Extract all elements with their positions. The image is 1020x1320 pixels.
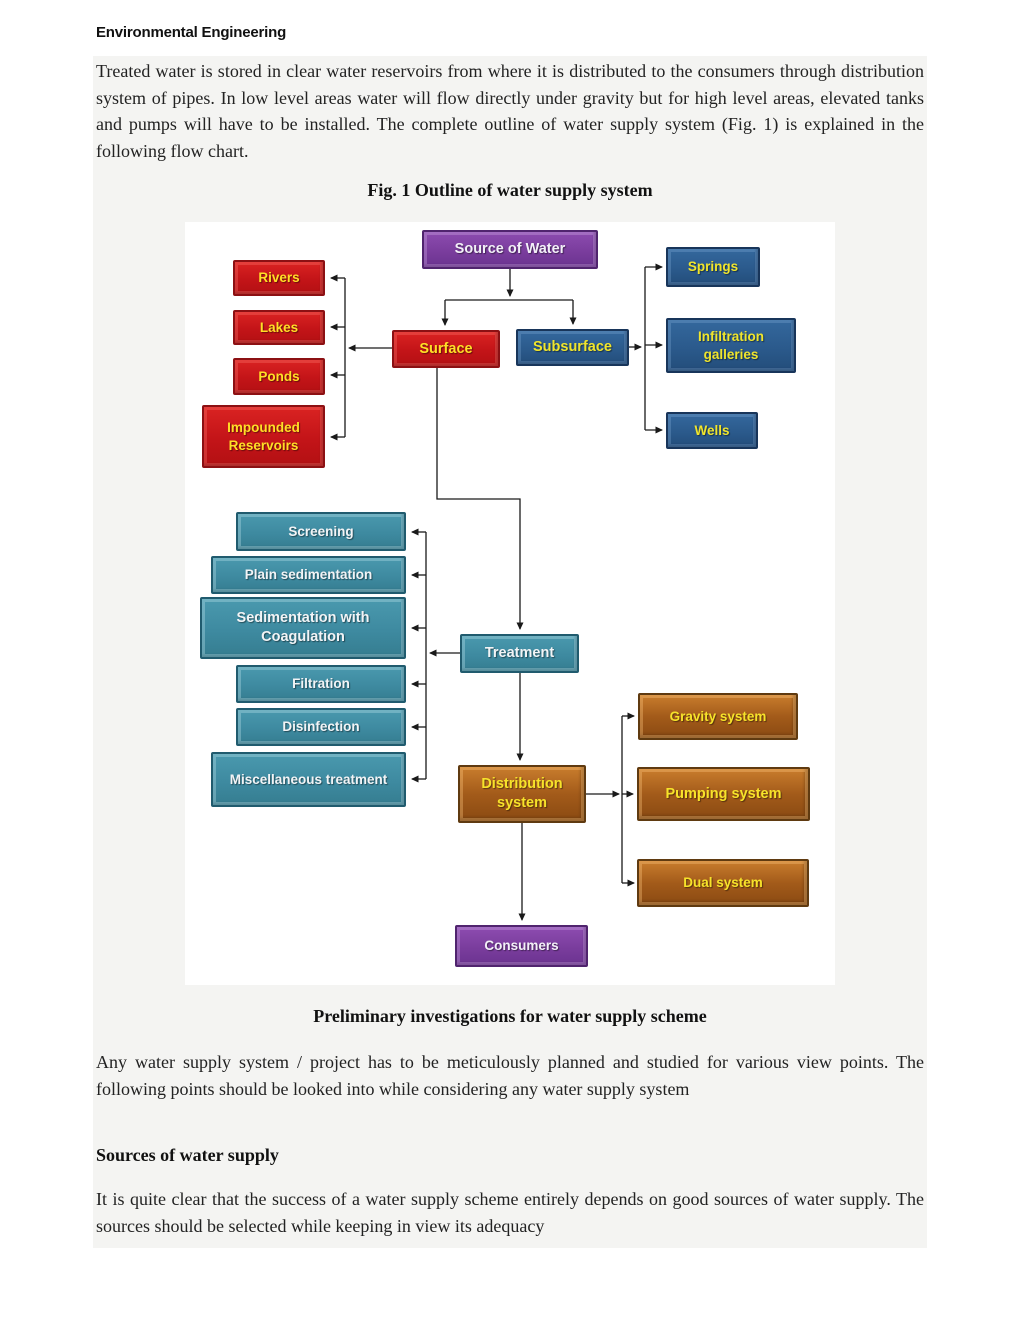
node-infiltration-galleries: Infiltration galleries bbox=[666, 318, 796, 373]
paragraph-sources: It is quite clear that the success of a water supply scheme entirely depends on good sources of water supply. The sources should be selected while keeping in view its adequacy bbox=[96, 1189, 924, 1236]
node-ponds: Ponds bbox=[233, 358, 325, 395]
node-treatment: Treatment bbox=[460, 634, 579, 673]
node-subsurface: Subsurface bbox=[516, 329, 629, 366]
node-miscellaneous-treatment: Miscellaneous treatment bbox=[211, 752, 406, 807]
node-rivers: Rivers bbox=[233, 260, 325, 296]
node-dual-system: Dual system bbox=[637, 859, 809, 907]
paragraph-investigations: Any water supply system / project has to be meticulously planned and studied for various view points. The following points should be looked into while considering any water supply system bbox=[96, 1052, 924, 1099]
node-springs: Springs bbox=[666, 247, 760, 287]
node-pumping-system: Pumping system bbox=[637, 767, 810, 821]
paragraph-intro: Treated water is stored in clear water reservoirs from where it is distributed to the consumers through distribution system of pipes. In low level areas water will flow directly under gravity but for high level areas, elevated tanks and pumps will have to be installed. The complete outline of water supply system (Fig. 1) is explained in the following flow chart. bbox=[96, 61, 924, 161]
node-wells: Wells bbox=[666, 412, 758, 449]
water-supply-flowchart bbox=[185, 222, 835, 985]
node-disinfection: Disinfection bbox=[236, 708, 406, 746]
node-sedimentation-with-coagulation: Sedimentation with Coagulation bbox=[200, 597, 406, 659]
node-filtration: Filtration bbox=[236, 665, 406, 703]
node-source-of-water: Source of Water bbox=[422, 230, 598, 269]
node-impounded-reservoirs: Impounded Reservoirs bbox=[202, 405, 325, 468]
heading-preliminary-investigations: Preliminary investigations for water supply scheme bbox=[313, 1006, 707, 1026]
page-header: Environmental Engineering bbox=[96, 24, 287, 41]
node-surface: Surface bbox=[392, 330, 500, 368]
node-distribution-system: Distribution system bbox=[458, 765, 586, 823]
node-consumers: Consumers bbox=[455, 925, 588, 967]
node-gravity-system: Gravity system bbox=[638, 693, 798, 740]
figure-caption: Fig. 1 Outline of water supply system bbox=[367, 180, 653, 200]
heading-sources-of-water-supply: Sources of water supply bbox=[96, 1145, 279, 1165]
node-lakes: Lakes bbox=[233, 310, 325, 345]
node-plain-sedimentation: Plain sedimentation bbox=[211, 556, 406, 594]
node-screening: Screening bbox=[236, 512, 406, 551]
